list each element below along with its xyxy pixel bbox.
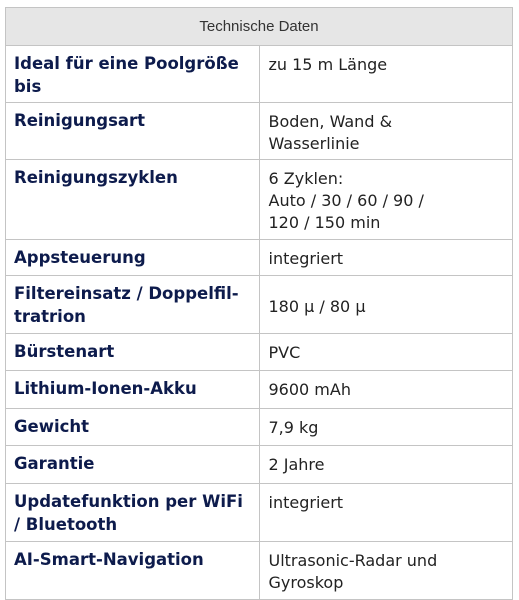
row-value-line: 9600 mAh (268, 380, 351, 399)
row-value (259, 276, 513, 334)
row-label: Gewicht (6, 409, 260, 446)
row-label: Lithium-Ionen-Akku (6, 371, 260, 409)
table-header-row (6, 8, 513, 46)
row-label-line: tratrion (14, 307, 86, 326)
row-value (259, 160, 513, 240)
row-value-line: zu 15 m Länge (268, 55, 388, 74)
row-label: Reinigungsart (6, 103, 260, 160)
tech-specs-table (5, 7, 513, 600)
table-row (6, 446, 513, 484)
row-label: Reinigungszyklen (6, 160, 260, 240)
row-label (6, 276, 260, 334)
row-value-line: 7,9 kg (268, 418, 319, 437)
table-row (6, 46, 513, 103)
row-value (259, 371, 513, 409)
row-value-line: Ultrasonic-Radar und (268, 551, 438, 570)
row-value-line: PVC (268, 343, 301, 362)
row-value (259, 240, 513, 276)
table-row (6, 240, 513, 276)
row-value-line: Auto / 30 / 60 / 90 / (268, 191, 424, 210)
row-value-line: Boden, Wand & (268, 112, 393, 131)
table-row (6, 484, 513, 542)
row-value (259, 103, 513, 160)
row-value-line: 120 / 150 min (268, 213, 381, 232)
row-value (259, 446, 513, 484)
row-value (259, 409, 513, 446)
row-value-line: Wasserlinie (268, 134, 360, 153)
row-label (6, 484, 260, 542)
row-value-line: integriert (268, 493, 344, 512)
table-title: Technische Daten (6, 8, 513, 46)
row-value (259, 46, 513, 103)
row-value-line: Gyroskop (268, 573, 344, 592)
row-label-line: Filtereinsatz / Doppelfil- (14, 284, 239, 303)
table-row (6, 409, 513, 446)
table-row (6, 542, 513, 600)
table-row (6, 276, 513, 334)
row-label: Appsteuerung (6, 240, 260, 276)
row-value (259, 484, 513, 542)
row-value (259, 334, 513, 371)
table-row (6, 334, 513, 371)
table-row (6, 103, 513, 160)
row-value-line: 6 Zyklen: (268, 169, 344, 188)
row-label-line: Bluetooth (25, 515, 118, 534)
row-label: Garantie (6, 446, 260, 484)
table-row (6, 371, 513, 409)
table-row (6, 160, 513, 240)
row-label: Ideal für eine Poolgröße bis (6, 46, 260, 103)
row-value-line: integriert (268, 249, 344, 268)
row-label: AI-Smart-Navigation (6, 542, 260, 600)
row-value-line: 180 µ / 80 µ (268, 296, 366, 316)
row-label: Bürstenart (6, 334, 260, 371)
row-label-line: Updatefunktion per WiFi / (14, 492, 243, 534)
row-value (259, 542, 513, 600)
row-value-line: 2 Jahre (268, 455, 325, 474)
